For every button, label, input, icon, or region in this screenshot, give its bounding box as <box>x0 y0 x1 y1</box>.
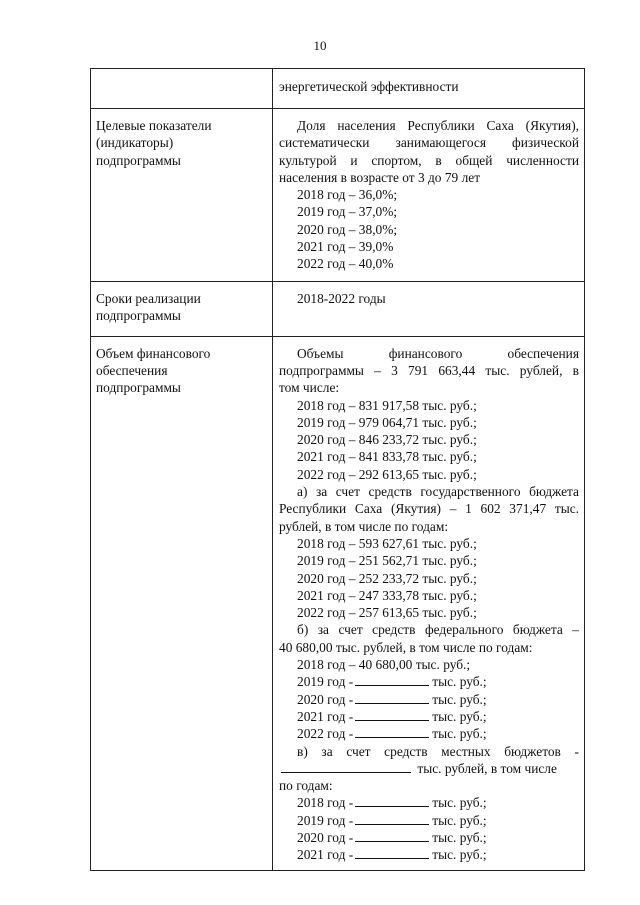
content-line: б) за счет средств федерального бюджета – <box>297 622 579 638</box>
year-label: 2020 год - <box>297 691 354 707</box>
blank-underline <box>281 761 411 773</box>
funding-blank-line <box>279 691 579 708</box>
indicator-value: 2020 год – 38,0%; <box>297 221 398 237</box>
funding-line: 2021 год – 247 333,78 тыс. руб.; <box>297 587 477 603</box>
content-line: рублей, в том числе по годам: <box>279 518 449 534</box>
funding-blank-line <box>279 725 579 742</box>
funding-line: 2018 год – 593 627,61 тыс. руб.; <box>297 535 477 551</box>
content-line: а) за счет средств государственного бюджета <box>297 484 579 500</box>
row-label <box>91 109 273 282</box>
page-number: 10 <box>313 38 327 53</box>
year-label: 2022 год - <box>297 726 354 742</box>
funding-line: 2020 год – 252 233,72 тыс. руб.; <box>297 570 477 586</box>
content-line: систематически занимающегося физической <box>279 135 579 151</box>
funding-line: 2022 год – 292 613,65 тыс. руб.; <box>297 466 477 482</box>
funding-blank-line <box>279 794 579 811</box>
unit-label: тыс. руб.; <box>432 847 487 863</box>
content-line: том числе: <box>279 380 340 396</box>
content-line: энергетической эффективности <box>279 79 459 94</box>
content-line: в) за счет средств местных бюджетов - <box>297 743 579 759</box>
unit-label: тыс. руб.; <box>432 726 487 742</box>
table-row <box>91 336 585 870</box>
funding-line: 2018 год – 831 917,58 тыс. руб.; <box>297 397 477 413</box>
indicator-value: 2018 год – 36,0%; <box>297 187 398 203</box>
content-line: культурой и спортом, в общей численности <box>279 152 579 168</box>
indicator-value: 2019 год – 37,0%; <box>297 204 398 220</box>
unit-label: тыс. руб.; <box>432 708 487 724</box>
funding-blank-line <box>279 760 579 777</box>
unit-label: тыс. руб.; <box>432 795 487 811</box>
content-line: подпрограммы – 3 791 663,44 тыс. рублей, в <box>279 362 579 378</box>
row-label <box>91 281 273 336</box>
label-line: подпрограммы <box>96 307 181 323</box>
row-content <box>273 69 585 109</box>
funding-blank-line <box>279 673 579 690</box>
indicator-value: 2021 год – 39,0% <box>297 239 394 255</box>
unit-label: тыс. руб.; <box>432 674 487 690</box>
row-content <box>273 336 585 870</box>
funding-line: 2020 год – 846 233,72 тыс. руб.; <box>297 432 477 448</box>
unit-label: тыс. руб.; <box>432 812 487 828</box>
funding-line: 2021 год – 841 833,78 тыс. руб.; <box>297 449 477 465</box>
funding-line: 2018 год – 40 680,00 тыс. руб.; <box>297 657 471 673</box>
funding-blank-line <box>279 846 579 863</box>
funding-blank-line <box>279 812 579 829</box>
label-line: подпрограммы <box>96 152 181 168</box>
table-row <box>91 109 585 282</box>
row-content <box>273 109 585 282</box>
blank-underline <box>355 813 429 825</box>
funding-line: 2022 год – 257 613,65 тыс. руб.; <box>297 605 477 621</box>
unit-label: тыс. руб.; <box>432 691 487 707</box>
blank-underline <box>355 692 429 704</box>
row-content <box>273 281 585 336</box>
label-line: Объем финансового <box>96 345 211 361</box>
blank-underline <box>355 847 429 859</box>
blank-underline <box>355 726 429 738</box>
blank-underline <box>355 830 429 842</box>
label-line: Целевые показатели <box>96 118 212 133</box>
table-row <box>91 281 585 336</box>
label-line: подпрограммы <box>96 380 181 396</box>
funding-line: 2019 год – 251 562,71 тыс. руб.; <box>297 553 477 569</box>
indicator-value: 2022 год – 40,0% <box>297 256 394 272</box>
passport-table <box>90 68 585 871</box>
year-label: 2019 год - <box>297 812 354 828</box>
blank-underline <box>355 709 429 721</box>
blank-underline <box>355 795 429 807</box>
content-line: Объемы финансового обеспечения <box>297 345 579 361</box>
year-label: 2018 год - <box>297 795 354 811</box>
content-line: Доля населения Республики Саха (Якутия), <box>297 118 579 133</box>
year-label: 2020 год - <box>297 829 354 845</box>
funding-blank-line <box>279 829 579 846</box>
unit-label: тыс. руб.; <box>432 829 487 845</box>
blank-underline <box>355 674 429 686</box>
label-line: обеспечения <box>96 362 168 378</box>
table-row <box>91 69 585 109</box>
year-label: 2019 год - <box>297 674 354 690</box>
content-line: по годам: <box>279 778 333 794</box>
content-line: населения в возрасте от 3 до 79 лет <box>279 169 481 185</box>
unit-label: тыс. рублей, в том числе <box>417 760 557 776</box>
label-line: Сроки реализации <box>96 290 201 306</box>
year-label: 2021 год - <box>297 708 354 724</box>
funding-line: 2019 год – 979 064,71 тыс. руб.; <box>297 414 477 430</box>
row-label <box>91 69 273 109</box>
row-label <box>91 336 273 870</box>
label-line: (индикаторы) <box>96 135 174 151</box>
content-line: 2018-2022 годы <box>297 290 386 306</box>
year-label: 2021 год - <box>297 847 354 863</box>
content-line: Республики Саха (Якутия) – 1 602 371,47 тыс. <box>279 501 579 517</box>
funding-blank-line <box>279 708 579 725</box>
content-line: 40 680,00 тыс. рублей, в том числе по годам: <box>279 639 533 655</box>
